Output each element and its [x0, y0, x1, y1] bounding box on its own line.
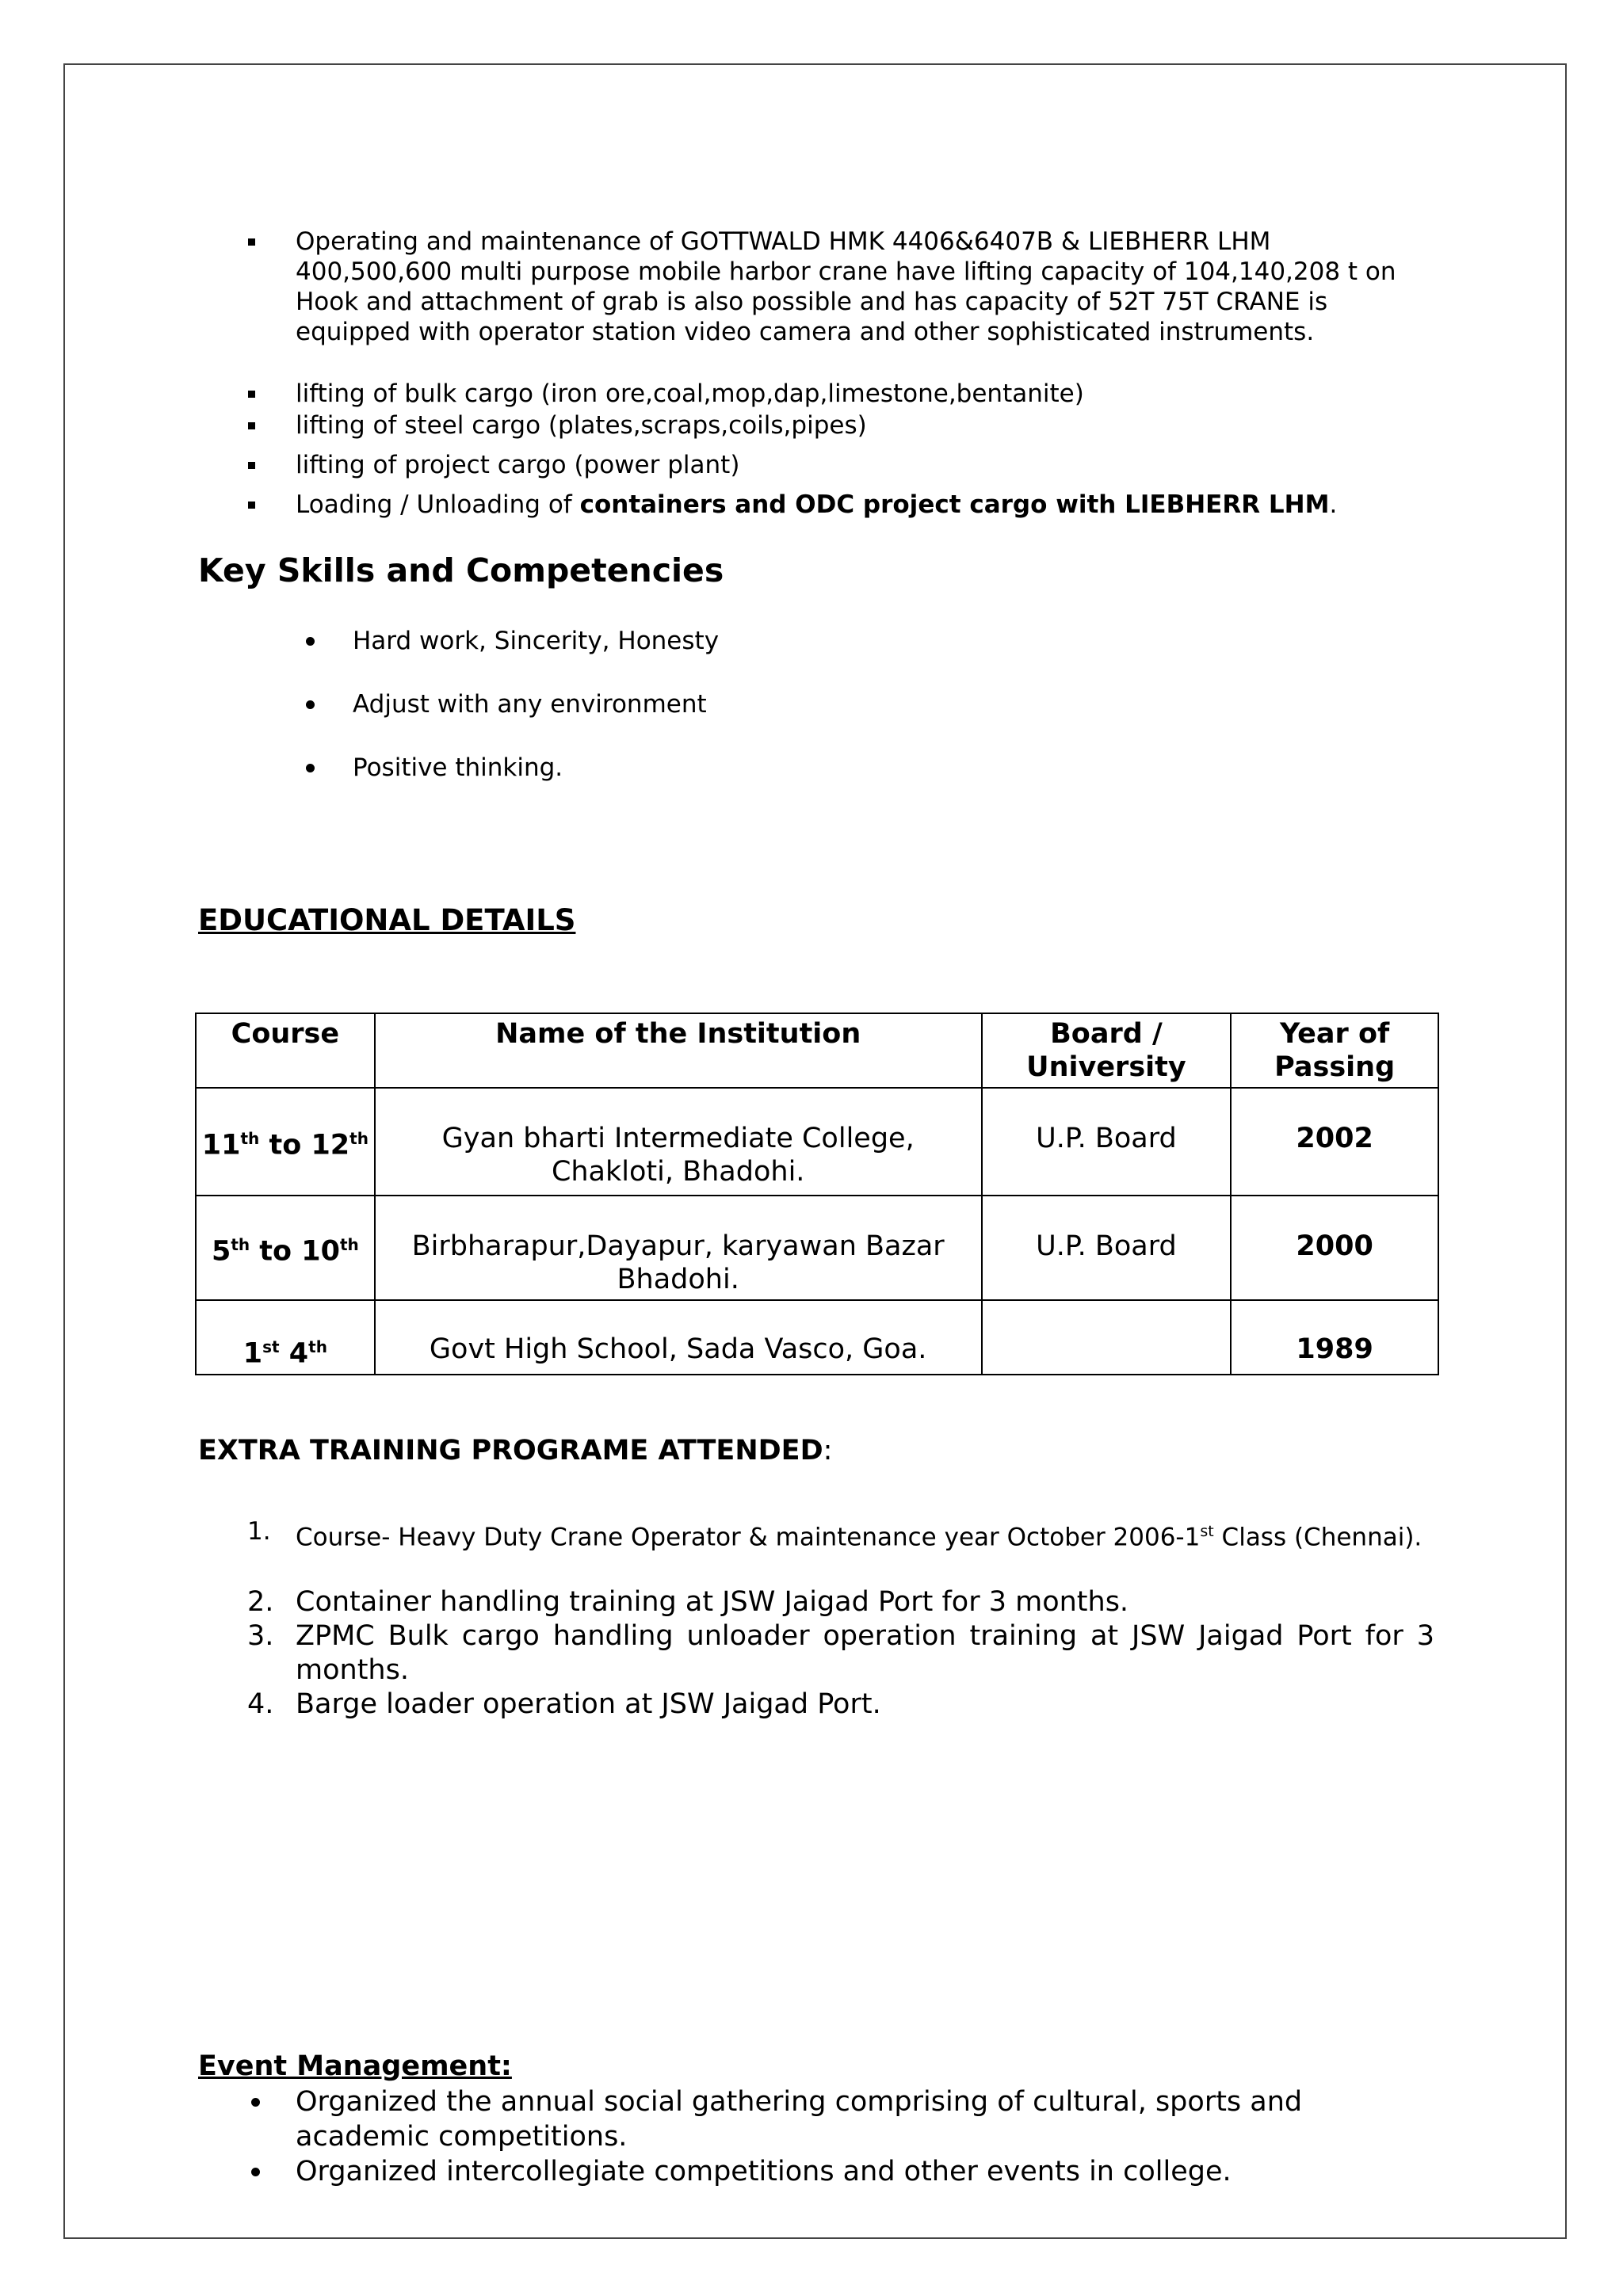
list-item: 1. Course- Heavy Duty Crane Operator & maintenance year October 2006-1st Class (Chennai). — [247, 1517, 1423, 1552]
list-item-text: Loading / Unloading of — [296, 490, 580, 519]
list-item-text: Adjust with any environment — [353, 690, 707, 719]
list-item-text: Positive thinking. — [353, 753, 563, 782]
events-list — [198, 2084, 1434, 2189]
list-item: 3. ZPMC Bulk cargo handling unloader operation training at JSW Jaigad Port for 3 months. — [247, 1620, 1434, 1687]
table-row — [196, 1196, 1438, 1300]
events-heading: Event Management: — [198, 2050, 512, 2082]
list-number: 3. — [247, 1620, 274, 1653]
table-row — [196, 1088, 1438, 1196]
list-item — [198, 410, 1434, 441]
cell-board: U.P. Board — [982, 1196, 1232, 1300]
cell-course: 1st 4th — [196, 1300, 375, 1375]
list-item-text: lifting of steel cargo (plates,scraps,coils,pipes) — [296, 411, 867, 440]
cell-course: 5th to 10th — [196, 1196, 375, 1300]
header-year: Year of Passing — [1231, 1013, 1438, 1088]
cell-course: 11th to 12th — [196, 1088, 375, 1196]
list-item — [198, 490, 1434, 520]
cell-board — [982, 1300, 1232, 1375]
responsibilities-list — [198, 227, 1434, 520]
cell-year: 2000 — [1231, 1196, 1438, 1300]
list-number: 2. — [247, 1586, 274, 1619]
list-item: Organized the annual social gathering comprising of cultural, sports and academic competitions. — [198, 2084, 1434, 2154]
table-row — [196, 1300, 1438, 1375]
list-item — [198, 626, 1434, 656]
training-heading: EXTRA TRAINING PROGRAME ATTENDED: — [198, 1435, 833, 1466]
list-item — [198, 450, 1434, 480]
resume-page — [198, 227, 1434, 2187]
list-item — [198, 689, 1434, 719]
list-item-text: lifting of bulk cargo (iron ore,coal,mop,dap,limestone,bentanite) — [296, 379, 1084, 408]
header-course: Course — [196, 1013, 375, 1088]
list-item — [198, 379, 1434, 409]
cell-year: 2002 — [1231, 1088, 1438, 1196]
table-header-row — [196, 1013, 1438, 1088]
list-item: 4. Barge loader operation at JSW Jaigad Port. — [247, 1688, 881, 1721]
list-number: 1. — [247, 1517, 271, 1546]
list-item-bold-text: containers and ODC project cargo with LIEBHERR LHM — [579, 490, 1330, 519]
header-board: Board / University — [982, 1013, 1232, 1088]
education-table — [195, 1013, 1439, 1375]
cell-institution: Govt High School, Sada Vasco, Goa. — [375, 1300, 982, 1375]
list-item: 2. Container handling training at JSW Jaigad Port for 3 months. — [247, 1586, 1129, 1619]
list-item-text: lifting of project cargo (power plant) — [296, 451, 740, 479]
list-item-text: Hard work, Sincerity, Honesty — [353, 627, 720, 655]
skills-heading: Key Skills and Competencies — [198, 551, 724, 589]
cell-board: U.P. Board — [982, 1088, 1232, 1196]
list-item: Organized intercollegiate competitions and other events in college. — [198, 2154, 1434, 2189]
education-heading: EDUCATIONAL DETAILS — [198, 903, 576, 937]
cell-institution: Birbharapur,Dayapur, karyawan Bazar Bhadohi. — [375, 1196, 982, 1300]
list-item-text: Operating and maintenance of GOTTWALD HMK 4406&6407B & LIEBHERR LHM 400,500,600 multi purpose mobile harbor crane have lifting capacity of 104,140,208 t on Hook and attachment of grab is also possible and has capacity of 52T 75T CRANE is equipped with operator station video camera and other sophisticated instruments. — [296, 227, 1396, 346]
list-item-text: . — [1329, 490, 1338, 519]
list-number: 4. — [247, 1688, 274, 1721]
list-item — [198, 227, 1434, 347]
list-item — [198, 753, 1434, 783]
training-list — [198, 1516, 1434, 1722]
cell-institution: Gyan bharti Intermediate College, Chakloti, Bhadohi. — [375, 1088, 982, 1196]
cell-year: 1989 — [1231, 1300, 1438, 1375]
header-institution: Name of the Institution — [375, 1013, 982, 1088]
skills-list — [198, 626, 1434, 783]
